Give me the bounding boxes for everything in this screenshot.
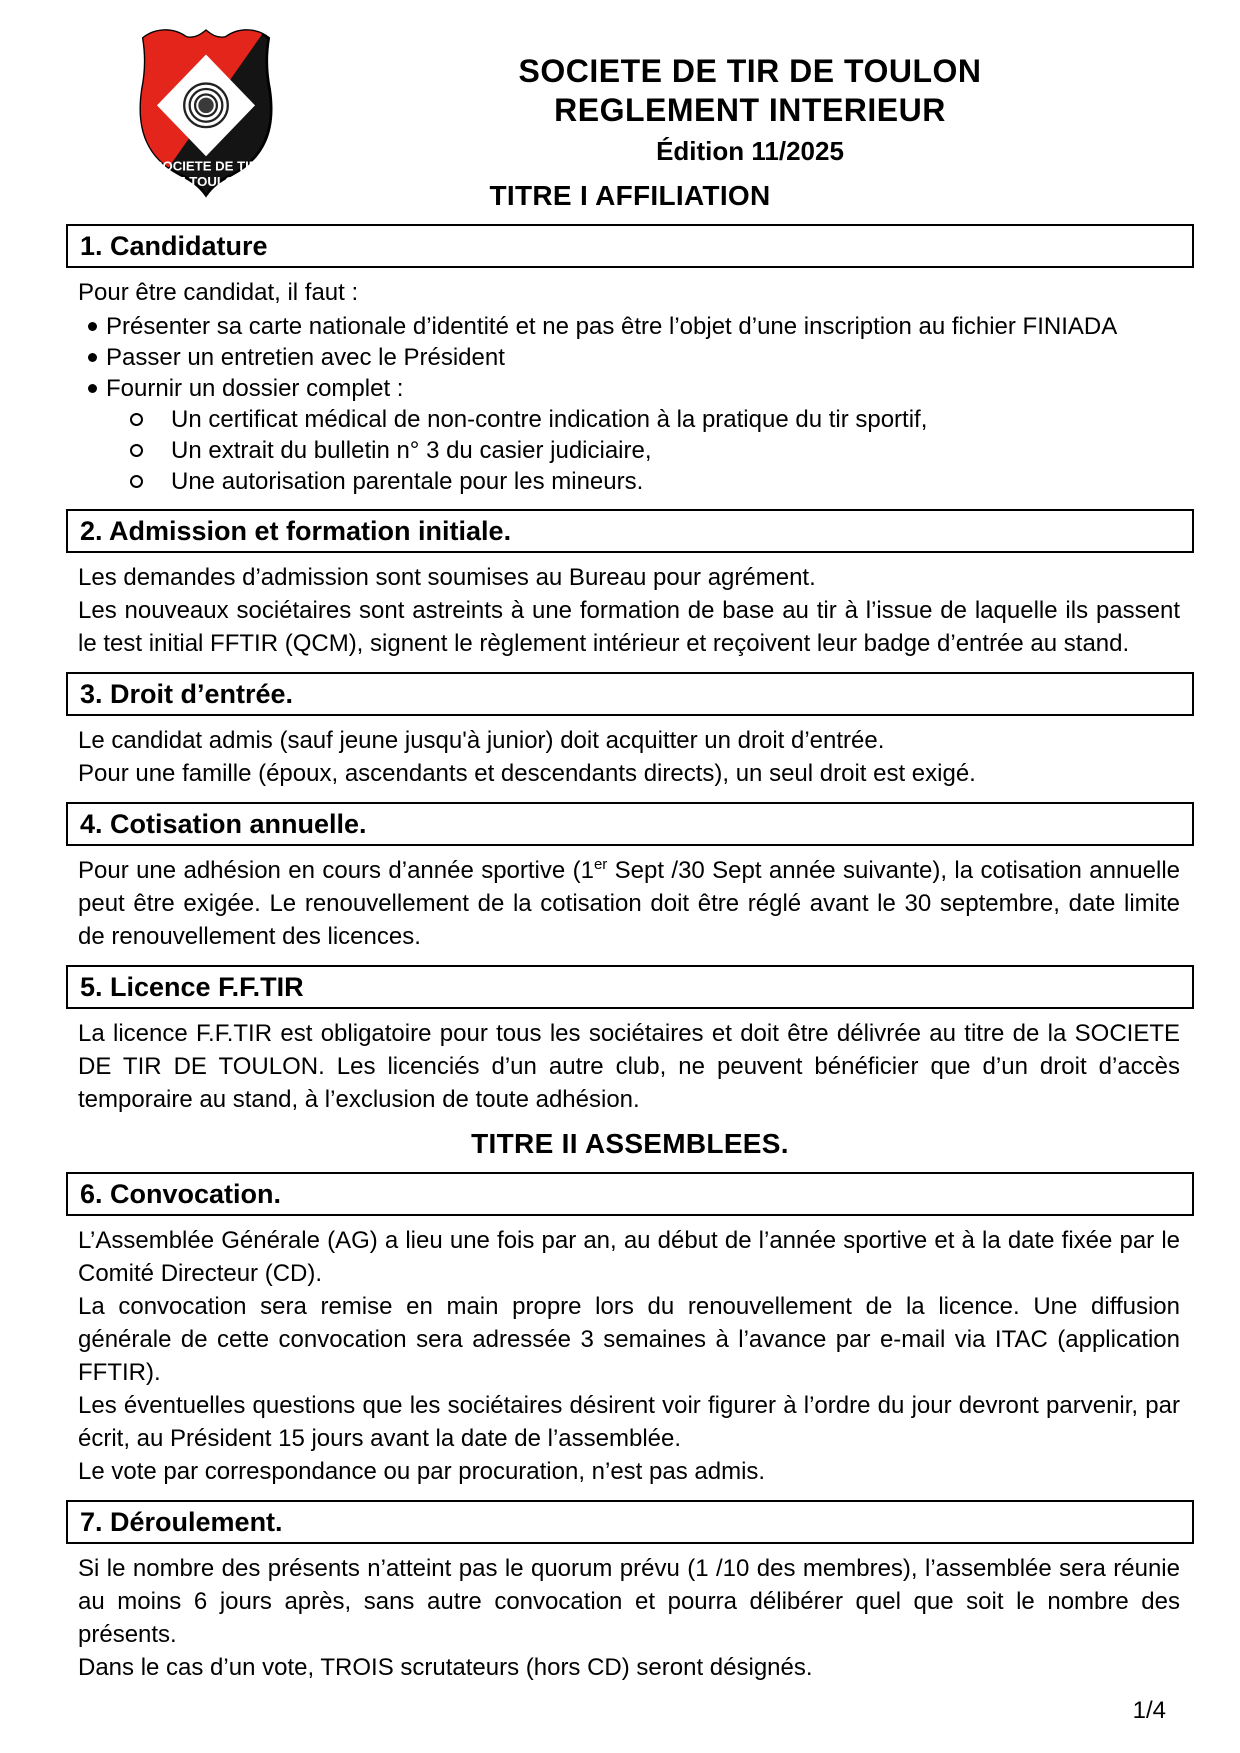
paragraph: La licence F.F.TIR est obligatoire pour tous les sociétaires et doit être délivrée au titre de la SOCIETE DE TIR DE TOULON. Les licenciés d’un autre club, ne peuvent bénéficier que d’un droit d’accès temporaire au stand, à l’exclusion de toute adhésion.	[78, 1020, 1180, 1113]
bullet-text: Passer un entretien avec le Président	[106, 344, 505, 371]
section-3-heading-box	[66, 672, 1194, 716]
document-header	[310, 52, 1190, 166]
paragraph: Les demandes d’admission sont soumises au Bureau pour agrément.	[78, 564, 816, 591]
sub-bullet-text: Un extrait du bulletin n° 3 du casier judiciaire,	[171, 437, 652, 464]
sub-bullet-text: Une autorisation parentale pour les mineurs.	[171, 468, 644, 495]
paragraph: La convocation sera remise en main propre lors du renouvellement de la licence. Une diffusion générale de cette convocation sera adressée 3 semaines à l’avance par e-mail via ITAC (application FFTIR).	[78, 1293, 1180, 1386]
circle-bullet-icon	[130, 475, 143, 488]
section-1-heading: 1. Candidature	[80, 231, 268, 261]
titre-1-heading: TITRE I AFFILIATION	[489, 180, 771, 211]
list-item	[66, 311, 1194, 342]
paragraph: L’Assemblée Générale (AG) a lieu une fois par an, au début de l’année sportive et à la date fixée par le Comité Directeur (CD).	[78, 1227, 1180, 1287]
sub-list-item	[66, 435, 1194, 466]
page-number: 1/4	[1132, 1697, 1166, 1724]
paragraph: Pour une famille (époux, ascendants et descendants directs), un seul droit est exigé.	[78, 760, 976, 787]
list-item	[66, 373, 1194, 404]
section-1-intro: Pour être candidat, il faut :	[78, 279, 359, 306]
paragraph-text: Pour une adhésion en cours d’année sportive (1	[78, 857, 594, 884]
paragraph-text: Sept /30 Sept année suivante), la cotisation annuelle peut être exigée. Le renouvellement de la cotisation doit être réglé avant le 30 septembre, date limite de renouvellement des licences.	[78, 857, 1180, 950]
circle-bullet-icon	[130, 444, 143, 457]
section-6-heading-box	[66, 1172, 1194, 1216]
section-2-heading-box	[66, 509, 1194, 553]
target-bullseye-icon	[198, 98, 213, 113]
section-6-heading: 6. Convocation.	[80, 1179, 282, 1209]
sub-list-item	[66, 404, 1194, 435]
club-logo	[120, 20, 292, 198]
section-5-heading: 5. Licence F.F.TIR	[80, 972, 304, 1002]
paragraph: Les éventuelles questions que les sociétaires désirent voir figurer à l’ordre du jour devront parvenir, par écrit, au Président 15 jours avant la date de l’assemblée.	[78, 1392, 1180, 1452]
titre-2-heading: TITRE II ASSEMBLEES.	[471, 1128, 789, 1159]
circle-bullet-icon	[130, 413, 143, 426]
bullet-dot-icon	[88, 322, 97, 331]
sub-bullet-text: Un certificat médical de non-contre indication à la pratique du tir sportif,	[171, 406, 928, 433]
sub-list-item	[66, 466, 1194, 497]
section-1-heading-box	[66, 224, 1194, 268]
section-3-heading: 3. Droit d’entrée.	[80, 679, 294, 709]
section-7-heading-box	[66, 1500, 1194, 1544]
section-4-heading-box	[66, 802, 1194, 846]
paragraph: Les nouveaux sociétaires sont astreints à une formation de base au tir à l’issue de laquelle ils passent le test initial FFTIR (QCM), signent le règlement intérieur et reçoivent leur badge d’entrée au stand.	[78, 597, 1180, 657]
shield-logo-icon	[120, 20, 292, 198]
bullet-text: Présenter sa carte nationale d’identité et ne pas être l’objet d’une inscription au fichier FINIADA	[106, 313, 1118, 340]
section-1-bullet-list	[66, 311, 1194, 497]
paragraph: Si le nombre des présents n’atteint pas le quorum prévu (1 /10 des membres), l’assemblée sera réunie au moins 6 jours après, sans autre convocation et pourra délibérer quel que soit le nombre des présents.	[78, 1555, 1180, 1648]
section-2-heading: 2. Admission et formation initiale.	[80, 516, 512, 546]
document-title-line2: REGLEMENT INTERIEUR	[554, 92, 946, 128]
section-7-heading: 7. Déroulement.	[80, 1507, 283, 1537]
document-title-line1: SOCIETE DE TIR DE TOULON	[518, 53, 982, 89]
paragraph: Dans le cas d’un vote, TROIS scrutateurs (hors CD) seront désignés.	[78, 1654, 813, 1681]
logo-text-line1: SOCIETE DE TIR	[153, 158, 259, 174]
paragraph	[66, 854, 1194, 953]
list-item	[66, 342, 1194, 373]
ordinal-superscript: er	[593, 856, 608, 873]
bullet-dot-icon	[88, 384, 97, 393]
document-body	[66, 180, 1194, 1684]
section-4-heading: 4. Cotisation annuelle.	[80, 809, 367, 839]
bullet-text: Fournir un dossier complet :	[106, 375, 404, 402]
paragraph: Le vote par correspondance ou par procuration, n’est pas admis.	[78, 1458, 766, 1485]
section-5-heading-box	[66, 965, 1194, 1009]
logo-text-line2: DE TOULON	[167, 174, 245, 190]
paragraph: Le candidat admis (sauf jeune jusqu'à junior) doit acquitter un droit d’entrée.	[78, 727, 885, 754]
bullet-dot-icon	[88, 353, 97, 362]
edition-label: Édition 11/2025	[656, 136, 844, 166]
